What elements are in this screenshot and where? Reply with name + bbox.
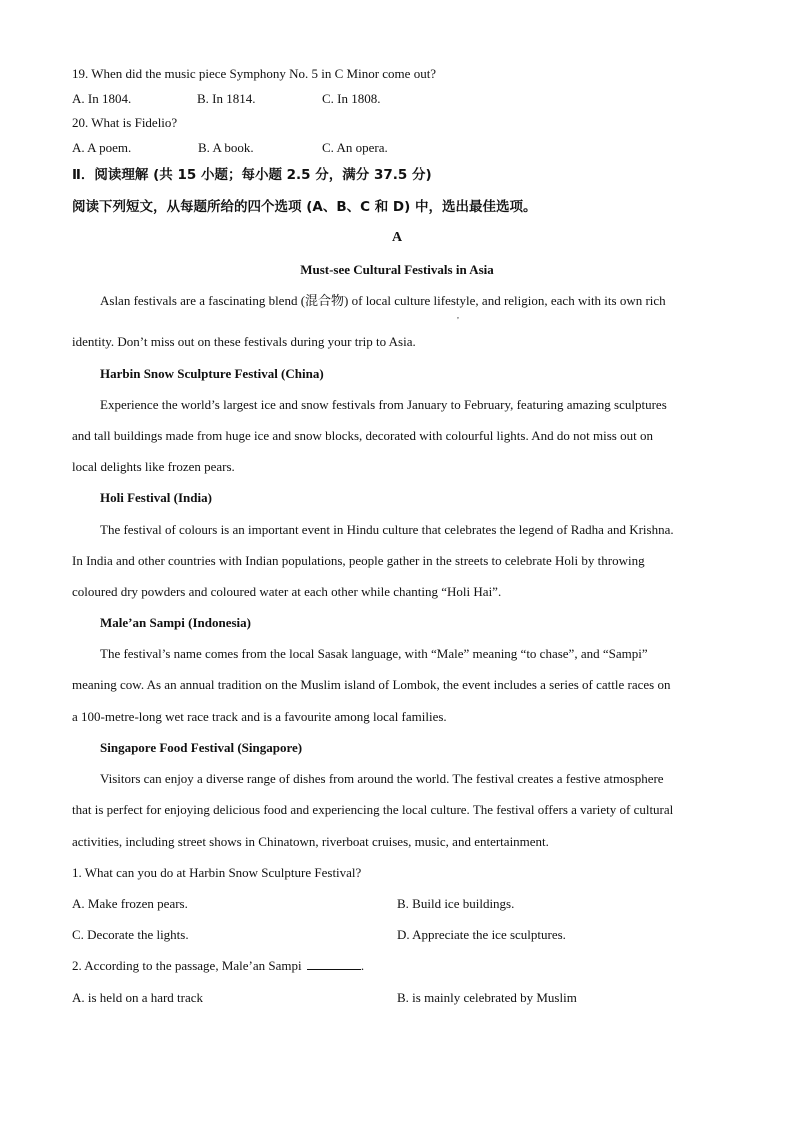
q1-option-b[interactable]: B. Build ice buildings.	[397, 896, 515, 911]
question-20-options	[72, 140, 388, 156]
q20-option-b[interactable]: B. A book.	[198, 140, 254, 155]
intro-mark: ,	[457, 311, 459, 320]
q19-option-a[interactable]: A. In 1804.	[72, 91, 132, 106]
q2-option-b[interactable]: B. is mainly celebrated by Muslim	[397, 990, 577, 1005]
harbin-line-3: local delights like frozen pears.	[72, 459, 235, 474]
q20-option-c[interactable]: C. An opera.	[322, 140, 388, 155]
singapore-line-2: that is perfect for enjoying delicious food and experiencing the local culture. The festival offers a variety of cultural	[72, 802, 674, 817]
male-line-1: The festival’s name comes from the local Sasak language, with “Male” meaning “to chase”, and “Sampi”	[100, 646, 648, 661]
harbin-line-2: and tall buildings made from huge ice and snow blocks, decorated with colourful lights. And do not miss out on	[72, 428, 653, 443]
holi-line-2: In India and other countries with Indian populations, people gather in the streets to celebrate Holi by throwing	[72, 553, 645, 568]
harbin-line-1: Experience the world’s largest ice and snow festivals from January to February, featuring amazing sculptures	[100, 397, 667, 412]
q20-option-a[interactable]: A. A poem.	[72, 140, 132, 155]
question-20: 20. What is Fidelio?	[72, 115, 178, 130]
question-1: 1. What can you do at Harbin Snow Sculpture Festival?	[72, 865, 362, 880]
question-19-options	[72, 91, 381, 107]
male-line-2: meaning cow. As an annual tradition on the Muslim island of Lombok, the event includes a series of cattle races on	[72, 677, 671, 692]
singapore-heading: Singapore Food Festival (Singapore)	[100, 740, 303, 755]
male-heading: Male’an Sampi (Indonesia)	[100, 615, 251, 630]
singapore-line-1: Visitors can enjoy a diverse range of dishes from around the world. The festival creates a festive atmosphere	[100, 771, 664, 786]
holi-heading: Holi Festival (India)	[100, 490, 212, 505]
q19-option-c[interactable]: C. In 1808.	[322, 91, 381, 106]
q1-option-d[interactable]: D. Appreciate the ice sculptures.	[397, 927, 566, 942]
passage-letter: A	[391, 230, 403, 245]
holi-line-3: coloured dry powders and coloured water at each other while chanting “Holi Hai”.	[72, 584, 502, 599]
section-header: Ⅱ．阅读理解 (共 15 小题；每小题 2.5 分，满分 37.5 分)	[72, 167, 432, 183]
intro-line-1: Aslan festivals are a fascinating blend (混合物) of local culture lifestyle, and religion, each with its own rich	[100, 293, 666, 308]
singapore-line-3: activities, including street shows in Chinatown, riverboat cruises, music, and entertainment.	[72, 834, 549, 849]
question-2-end: .	[360, 958, 365, 973]
passage-title: Must-see Cultural Festivals in Asia	[300, 262, 494, 277]
q2-option-a[interactable]: A. is held on a hard track	[72, 990, 204, 1005]
male-line-3: a 100-metre-long wet race track and is a favourite among local families.	[72, 709, 447, 724]
answer-blank	[307, 958, 361, 970]
question-2-text: 2. According to the passage, Male’an Sampi	[72, 958, 302, 973]
question-2	[72, 958, 364, 974]
question-19: 19. When did the music piece Symphony No. 5 in C Minor come out?	[72, 66, 437, 81]
q1-option-a[interactable]: A. Make frozen pears.	[72, 896, 188, 911]
holi-line-1: The festival of colours is an important event in Hindu culture that celebrates the legend of Radha and Krishna.	[100, 522, 674, 537]
harbin-heading: Harbin Snow Sculpture Festival (China)	[100, 366, 324, 381]
q1-option-c[interactable]: C. Decorate the lights.	[72, 927, 189, 942]
intro-line-2: identity. Don’t miss out on these festivals during your trip to Asia.	[72, 334, 416, 349]
q19-option-b[interactable]: B. In 1814.	[197, 91, 256, 106]
section-instruction: 阅读下列短文，从每题所给的四个选项 (A、B、C 和 D) 中，选出最佳选项。	[72, 199, 537, 215]
